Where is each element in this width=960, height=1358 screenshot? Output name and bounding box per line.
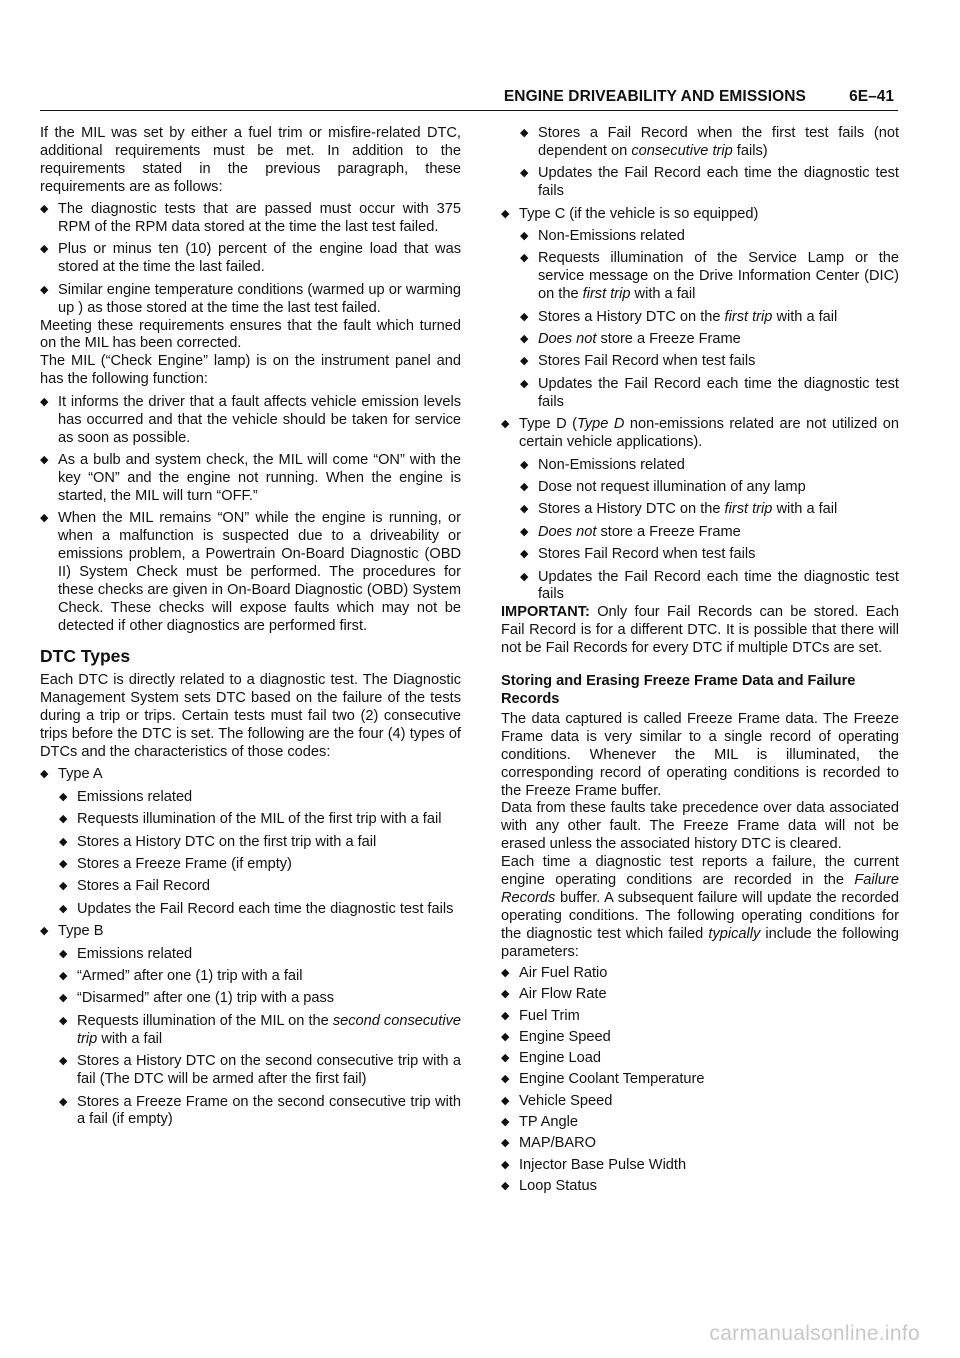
header-rule [40, 110, 898, 111]
list-item: ◆ Engine Speed [501, 1029, 899, 1047]
list-item: ◆ Engine Coolant Temperature [501, 1071, 899, 1089]
list-item: ◆ Updates the Fail Record each time the diagnostic test fails [501, 376, 899, 412]
list-item: ◆ Requests illumination of the Service Lamp or the service message on the Drive Information Center (DIC) on the first trip with a fail [501, 250, 899, 304]
page-header [40, 88, 898, 112]
type-b-item: ◆ Type B [40, 923, 461, 941]
page-number: 6E–41 [849, 88, 894, 105]
list-item: ◆ Does not store a Freeze Frame [501, 524, 899, 542]
list-item: ◆ Vehicle Speed [501, 1093, 899, 1111]
dtc-types-heading: DTC Types [40, 646, 131, 667]
list-item: ◆ Stores a History DTC on the first trip with a fail [501, 501, 899, 519]
type-d-item: ◆ Type D (Type D non-emissions related are not utilized on certain vehicle applications). [501, 416, 899, 452]
list-item: ◆ When the MIL remains “ON” while the engine is running, or when a malfunction is suspected due to a driveability or emissions problem, a Powertrain On-Board Diagnostic (OBD II) System Check must be performed. The procedures for these checks are given in On-Board Diagnostic (OBD) System Check. These checks will expose faults which may not be detected if other diagnostics are performed first. [40, 510, 461, 635]
important-note: IMPORTANT: Only four Fail Records can be stored. Each Fail Record is for a different DTC. It is possible that there will not be Fail Records for every DTC if multiple DTCs are set. [501, 604, 899, 657]
type-c-item: ◆ Type C (if the vehicle is so equipped) [501, 206, 899, 224]
list-item: ◆ TP Angle [501, 1114, 899, 1132]
list-item: ◆ Air Fuel Ratio [501, 965, 899, 983]
list-item: ◆ Stores Fail Record when test fails [501, 353, 899, 371]
freeze-frame-paragraph-3: Each time a diagnostic test reports a failure, the current engine operating conditions are recorded in the Failure Records buffer. A subsequent failure will update the recorded operating conditions. The following operating conditions for the diagnostic test which failed typically include the following parameters: [501, 854, 900, 960]
list-item: ◆ The diagnostic tests that are passed must occur with 375 RPM of the RPM data stored at the time the last test failed. [40, 201, 461, 237]
list-item: ◆ Fuel Trim [501, 1008, 899, 1026]
list-item: ◆ Requests illumination of the MIL of the first trip with a fail [40, 811, 461, 829]
watermark-text: carmanualsonline.info [709, 1322, 920, 1345]
list-item: ◆ Updates the Fail Record each time the diagnostic test fails [501, 569, 899, 605]
list-item: ◆ Requests illumination of the MIL on the second consecutive trip with a fail [40, 1013, 461, 1049]
list-item: ◆ Stores a History DTC on the first trip with a fail [40, 834, 461, 852]
list-item: ◆ “Disarmed” after one (1) trip with a pass [40, 990, 461, 1008]
list-item: ◆ It informs the driver that a fault affects vehicle emission levels has occurred and that the vehicle should be taken for service as soon as possible. [40, 394, 461, 448]
freeze-frame-paragraph-1: The data captured is called Freeze Frame data. The Freeze Frame data is very similar to a single record of operating conditions. Whenever the MIL is illuminated, the corresponding record of operating conditions is recorded to the Freeze Frame buffer. [501, 710, 899, 799]
list-item: ◆ Updates the Fail Record each time the diagnostic test fails [501, 165, 899, 201]
list-item: ◆ Stores a Fail Record [40, 878, 461, 896]
list-item: ◆ Stores a History DTC on the second consecutive trip with a fail (The DTC will be armed after the first fail) [40, 1053, 461, 1089]
left-column [40, 125, 461, 1129]
section-title: ENGINE DRIVEABILITY AND EMISSIONS [503, 88, 806, 105]
list-item: ◆ Injector Base Pulse Width [501, 1157, 899, 1175]
meeting-paragraph: Meeting these requirements ensures that the fault which turned on the MIL has been corrected. [40, 317, 461, 352]
list-item: ◆ Stores a Freeze Frame (if empty) [40, 856, 461, 874]
list-item: ◆ Air Flow Rate [501, 986, 899, 1004]
storing-heading: Storing and Erasing Freeze Frame Data and Failure Records [501, 673, 856, 707]
list-item: ◆ Updates the Fail Record each time the diagnostic test fails [40, 901, 461, 919]
intro-paragraph: If the MIL was set by either a fuel trim or misfire-related DTC, additional requirements must be met. In addition to the requirements stated in the previous paragraph, these requirements are as follows: [40, 125, 461, 195]
list-item: ◆ Emissions related [40, 946, 461, 964]
list-item: ◆ Stores a Fail Record when the first test fails (not dependent on consecutive trip fails) [501, 125, 899, 161]
list-item: ◆ MAP/BARO [501, 1135, 899, 1153]
list-item: ◆ Does not store a Freeze Frame [501, 331, 899, 349]
list-item: ◆ Non-Emissions related [501, 457, 899, 475]
list-item: ◆ Emissions related [40, 789, 461, 807]
right-column [501, 125, 899, 1196]
list-item: ◆ Stores Fail Record when test fails [501, 546, 899, 564]
mil-intro-paragraph: The MIL (“Check Engine” lamp) is on the instrument panel and has the following function: [40, 353, 461, 388]
list-item: ◆ Engine Load [501, 1050, 899, 1068]
list-item: ◆ Plus or minus ten (10) percent of the engine load that was stored at the time the last failed. [40, 241, 461, 277]
dtc-intro-paragraph: Each DTC is directly related to a diagnostic test. The Diagnostic Management System sets DTC based on the failure of the tests during a trip or trips. Certain tests must fail two (2) consecutive trips before the DTC is set. The following are the four (4) types of DTCs and the characteristics of those codes: [40, 672, 461, 760]
list-item: ◆ Stores a Freeze Frame on the second consecutive trip with a fail (if empty) [40, 1094, 461, 1130]
list-item: ◆ Stores a History DTC on the first trip with a fail [501, 309, 899, 327]
list-item: ◆ “Armed” after one (1) trip with a fail [40, 968, 461, 986]
list-item: ◆ Similar engine temperature conditions (warmed up or warming up ) as those stored at the time the last test failed. [40, 282, 461, 318]
type-a-item: ◆ Type A [40, 766, 461, 784]
freeze-frame-paragraph-2: Data from these faults take precedence over data associated with any other fault. The Freeze Frame data will not be erased unless the associated history DTC is cleared. [501, 800, 899, 853]
list-item: ◆ Loop Status [501, 1178, 899, 1196]
list-item: ◆ Non-Emissions related [501, 228, 899, 246]
list-item: ◆ As a bulb and system check, the MIL will come “ON” with the key “ON” and the engine not running. When the engine is started, the MIL will turn “OFF.” [40, 452, 461, 506]
list-item: ◆ Dose not request illumination of any lamp [501, 479, 899, 497]
